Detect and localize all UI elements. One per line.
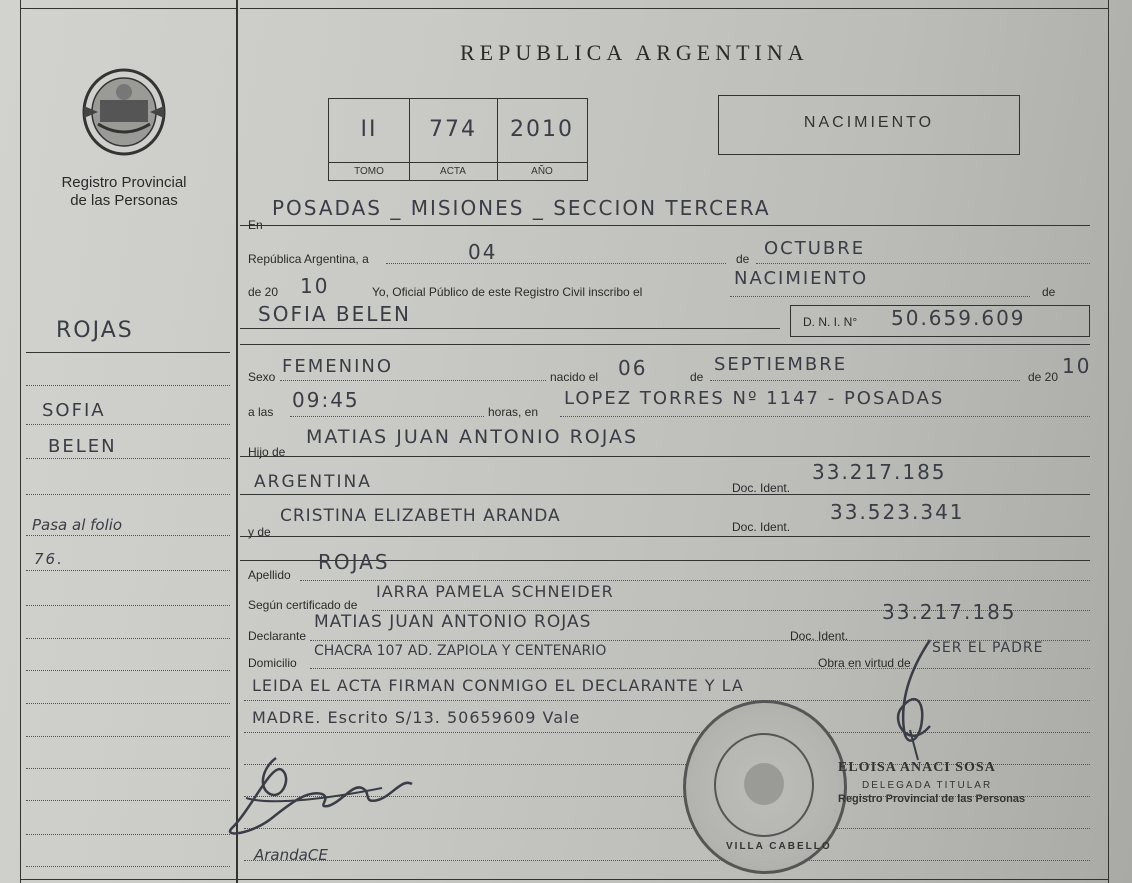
label-father-doc: Doc. Ident. [732, 481, 791, 495]
value-place: POSADAS _ MISIONES _ SECCION TERCERA [272, 196, 771, 220]
margin-dots-5 [26, 535, 230, 536]
dots-month [756, 263, 1090, 264]
value-day: 04 [468, 240, 498, 264]
acta-cell [409, 99, 498, 180]
label-dni: D. N. I. N° [803, 315, 858, 329]
tomo-value: II [360, 117, 378, 142]
label-de-20-birth: de 20 [1028, 370, 1059, 384]
label-apellido: Apellido [248, 568, 291, 582]
value-names: SOFIA BELEN [258, 302, 411, 326]
dots-acto [730, 296, 1030, 297]
value-declarante: MATIAS JUAN ANTONIO ROJAS [314, 612, 592, 632]
value-domicilio: CHACRA 107 AD. ZAPIOLA Y CENTENARIO [314, 643, 607, 659]
value-birth-day: 06 [618, 356, 648, 380]
declarant-signature-icon [212, 748, 422, 844]
margin-dots-6 [26, 570, 230, 571]
margin-rule-apellido [26, 352, 230, 353]
label-nacido-el: nacido el [550, 370, 599, 384]
seal-emblem [744, 763, 784, 805]
value-year-suffix: 10 [300, 274, 330, 298]
record-number-box [328, 98, 588, 181]
top-rule-right [240, 8, 1108, 9]
margin-dots-11 [26, 736, 230, 737]
official-seal [683, 700, 847, 874]
province-coat-of-arms-icon [78, 62, 170, 158]
margin-nombre-1: SOFIA [42, 400, 106, 421]
label-mother-doc: Doc. Ident. [732, 520, 791, 534]
value-declarante-doc: 33.217.185 [882, 600, 1017, 624]
value-birth-month: SEPTIEMBRE [714, 354, 848, 375]
label-domicilio: Domicilio [248, 656, 297, 670]
record-type-box [718, 95, 1020, 155]
rule-father [240, 456, 1090, 457]
value-dni: 50.659.609 [891, 306, 1026, 330]
dots-birth-month [710, 380, 1020, 381]
value-sexo: FEMENINO [282, 356, 394, 377]
value-birth-place: LOPEZ TORRES Nº 1147 - POSADAS [564, 388, 945, 409]
official-org: Registro Provincial de las Personas [838, 793, 1026, 805]
value-father: MATIAS JUAN ANTONIO ROJAS [306, 426, 639, 448]
seal-inner-ring [714, 733, 814, 837]
dots-day [386, 263, 726, 264]
left-border [20, 0, 21, 883]
margin-dots-10 [26, 703, 230, 704]
value-birth-year-suffix: 10 [1062, 354, 1092, 378]
margin-nombre-2: BELEN [48, 436, 117, 457]
label-segun: Según certificado de [248, 598, 358, 612]
record-type: NACIMIENTO [803, 114, 935, 131]
label-yo-oficial: Yo, Oficial Público de este Registro Civil inscribo el [372, 285, 643, 299]
value-apellido: ROJAS [318, 550, 390, 574]
rule-mother [240, 536, 1090, 537]
margin-dots-12 [26, 768, 230, 769]
ano-cell [497, 99, 587, 180]
right-border [1108, 0, 1109, 883]
value-mother: CRISTINA ELIZABETH ARANDA [280, 506, 561, 526]
margin-dots-9 [26, 670, 230, 671]
official-signature-icon [870, 630, 960, 770]
label-en: En [248, 218, 263, 232]
tomo-cell [329, 99, 410, 180]
label-obra: Obra en virtud de [818, 656, 911, 670]
label-a-las: a las [248, 405, 274, 419]
dots-note-2 [244, 732, 1090, 733]
dots-domicilio [310, 668, 1090, 669]
value-acto: NACIMIENTO [734, 268, 869, 289]
value-father-doc: 33.217.185 [812, 460, 947, 484]
margin-dots-8 [26, 638, 230, 639]
label-de-birth-month: de [690, 370, 704, 384]
margin-dots-15 [26, 866, 230, 867]
ano-label: AÑO [497, 162, 587, 180]
margin-note-1: Pasa al folio [32, 516, 123, 534]
tomo-label: TOMO [329, 162, 409, 180]
rule-2 [240, 344, 1090, 345]
ano-value: 2010 [510, 117, 574, 142]
margin-dots-2 [26, 424, 230, 425]
dni-box [790, 305, 1090, 337]
dots-time [290, 416, 484, 417]
margin-dots-14 [26, 834, 230, 835]
bottom-rule [20, 879, 1108, 880]
label-declarante-doc: Doc. Ident. [790, 629, 849, 643]
label-sexo: Sexo [248, 370, 276, 384]
dots-birth-place [560, 416, 1090, 417]
label-de-month: de [736, 252, 750, 266]
dots-note-1 [244, 700, 1090, 701]
label-declarante: Declarante [248, 629, 307, 643]
value-note-line-1: LEIDA EL ACTA FIRMAN CONMIGO EL DECLARANTE Y LA [252, 676, 744, 695]
dots-apellido [300, 580, 1090, 581]
bottom-signature: ArandaCE [254, 846, 328, 864]
dots-sexo [280, 380, 546, 381]
margin-dots-13 [26, 800, 230, 801]
seal-town: VILLA CABELLO [726, 841, 832, 852]
acta-label: ACTA [409, 162, 497, 180]
country-heading: REPUBLICA ARGENTINA [460, 40, 809, 65]
acta-value: 774 [429, 117, 477, 142]
margin-apellido: ROJAS [56, 318, 134, 343]
margin-dots-4 [26, 494, 230, 495]
rule-father-nat [240, 494, 1090, 495]
registry-line-2: de las Personas [70, 192, 178, 209]
margin-note-2: 76. [34, 550, 64, 568]
value-note-line-2: MADRE. Escrito S/13. 50659609 Vale [252, 708, 581, 727]
registry-name [40, 174, 208, 210]
dots-sig-4 [244, 860, 1090, 861]
label-hijo-de: Hijo de [248, 445, 286, 459]
official-role: DELEGADA TITULAR [862, 780, 993, 791]
value-certificado: IARRA PAMELA SCHNEIDER [376, 582, 614, 601]
label-horas-en: horas, en [488, 405, 539, 419]
margin-dots-1 [26, 385, 230, 386]
rule-names [240, 328, 780, 329]
official-name: ELOISA ANACI SOSA [838, 760, 996, 775]
value-obra: SER EL PADRE [932, 640, 1044, 656]
label-y-de: y de [248, 525, 271, 539]
label-de-20: de 20 [248, 285, 279, 299]
value-mother-doc: 33.523.341 [830, 500, 965, 524]
value-time: 09:45 [292, 388, 360, 412]
registry-line-1: Registro Provincial [61, 174, 187, 191]
label-republica: República Argentina, a [248, 252, 369, 266]
value-month: OCTUBRE [764, 238, 866, 259]
label-de-after: de [1042, 285, 1056, 299]
margin-dots-3 [26, 458, 230, 459]
margin-dots-7 [26, 605, 230, 606]
rule-1 [240, 225, 1090, 226]
value-father-nationality: ARGENTINA [254, 472, 372, 492]
top-rule-left [20, 8, 236, 9]
